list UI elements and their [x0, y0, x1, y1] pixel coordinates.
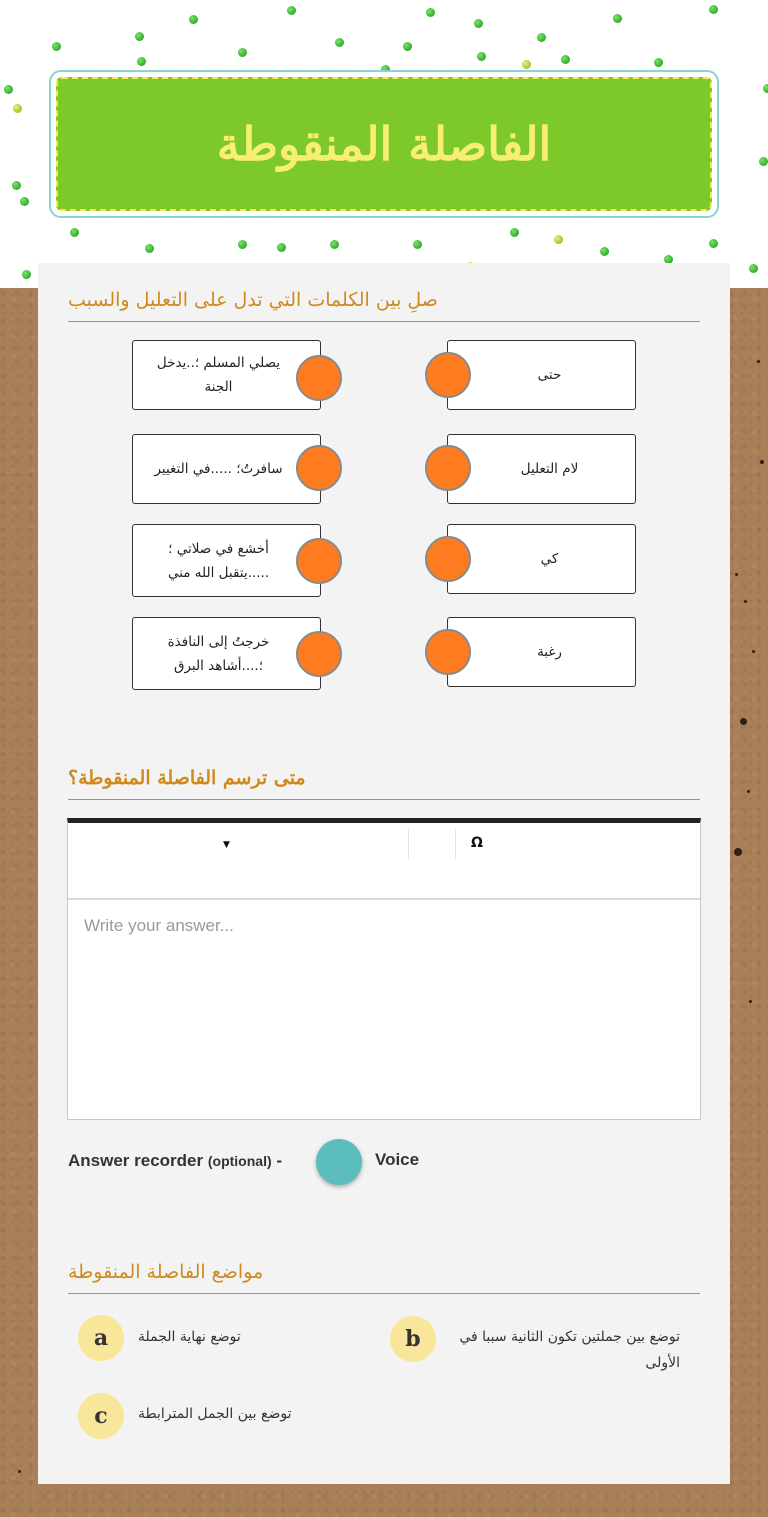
- match-right-item: [447, 434, 636, 504]
- cork-speck: [747, 790, 750, 793]
- confetti-dot: [4, 85, 13, 94]
- confetti-dot: [52, 42, 61, 51]
- recorder-label-text: Answer recorder: [68, 1151, 204, 1170]
- match-left-knob[interactable]: [296, 538, 342, 584]
- confetti-dot: [749, 264, 758, 273]
- confetti-dot: [330, 240, 339, 249]
- editor-toolbar: [68, 823, 700, 900]
- confetti-dot: [600, 247, 609, 256]
- match-right-text: رغبة: [537, 644, 562, 660]
- answer-editor: [67, 818, 701, 1120]
- cork-speck: [760, 460, 764, 464]
- recorder-optional-text: (optional): [207, 1153, 272, 1169]
- confetti-dot: [238, 240, 247, 249]
- confetti-dot: [70, 228, 79, 237]
- confetti-dot: [238, 48, 247, 57]
- confetti-dot: [759, 157, 768, 166]
- confetti-dot: [709, 239, 718, 248]
- confetti-dot: [613, 14, 622, 23]
- match-left-item: [132, 617, 321, 690]
- confetti-dot: [510, 228, 519, 237]
- confetti-dot: [561, 55, 570, 64]
- confetti-dot: [474, 19, 483, 28]
- cork-speck: [735, 573, 738, 576]
- match-left-text: سافرتُ؛ .....في التغيير: [154, 461, 283, 477]
- confetti-dot: [709, 5, 718, 14]
- question-heading-text: متى ترسم الفاصلة المنقوطة؟: [68, 767, 306, 789]
- confetti-dot: [537, 33, 546, 42]
- match-left-item: [132, 340, 321, 410]
- confetti-dot: [20, 197, 29, 206]
- cork-speck: [740, 718, 747, 725]
- answer-textarea[interactable]: [68, 900, 700, 1118]
- match-left-text: يصلي المسلم ؛..يدخل الجنة: [156, 355, 281, 395]
- worksheet-panel: [38, 263, 730, 1484]
- confetti-dot: [403, 42, 412, 51]
- match-left-item: [132, 434, 321, 504]
- match-left-text: أخشع في صلاتي ؛ .....يتقبل الله مني: [167, 540, 270, 581]
- match-right-knob[interactable]: [425, 352, 471, 398]
- cork-speck: [18, 1470, 21, 1473]
- option-badge-a[interactable]: a: [78, 1315, 124, 1361]
- confetti-dot: [189, 15, 198, 24]
- confetti-dot: [522, 60, 531, 69]
- match-right-text: لام التعليل: [520, 461, 579, 477]
- confetti-dot: [554, 235, 563, 244]
- match-right-text: حتى: [537, 367, 562, 383]
- cork-speck: [744, 600, 747, 603]
- cork-speck: [757, 360, 760, 363]
- recorder-label: [68, 1151, 282, 1171]
- match-right-knob[interactable]: [425, 445, 471, 491]
- option-badge-c[interactable]: c: [78, 1393, 124, 1439]
- confetti-dot: [477, 52, 486, 61]
- confetti-dot: [335, 38, 344, 47]
- match-left-knob[interactable]: [296, 445, 342, 491]
- placements-heading: [68, 1261, 700, 1294]
- confetti-dot: [22, 270, 31, 279]
- option-text-a: توضع نهاية الجملة: [138, 1329, 241, 1345]
- special-character-button[interactable]: Ω: [471, 835, 483, 851]
- answer-recorder: [68, 1138, 468, 1186]
- confetti-dot: [145, 244, 154, 253]
- confetti-dot: [135, 32, 144, 41]
- confetti-dot: [413, 240, 422, 249]
- matching-heading: [68, 289, 700, 322]
- placements-heading-text: مواضع الفاصلة المنقوطة: [68, 1261, 264, 1283]
- confetti-dot: [654, 58, 663, 67]
- match-right-item: [447, 340, 636, 410]
- voice-record-button[interactable]: [316, 1139, 362, 1185]
- toolbar-divider: [408, 829, 409, 859]
- cork-speck: [734, 848, 742, 856]
- confetti-dot: [763, 84, 768, 93]
- voice-label: Voice: [375, 1150, 420, 1169]
- caret-down-icon[interactable]: ▼: [223, 840, 230, 850]
- match-right-knob[interactable]: [425, 536, 471, 582]
- option-text-c: توضع بين الجمل المترابطة: [138, 1406, 292, 1422]
- matching-heading-text: صلِ بين الكلمات التي تدل على التعليل والسبب: [68, 289, 438, 311]
- title-inner: [56, 77, 712, 211]
- recorder-separator: -: [276, 1151, 283, 1170]
- match-left-item: [132, 524, 321, 597]
- confetti-dot: [426, 8, 435, 17]
- question-heading: [68, 767, 700, 800]
- match-left-knob[interactable]: [296, 355, 342, 401]
- confetti-dot: [13, 104, 22, 113]
- page-title: الفاصلة المنقوطة: [216, 117, 552, 171]
- match-right-item: [447, 617, 636, 687]
- confetti-dot: [137, 57, 146, 66]
- title-banner: [49, 70, 719, 218]
- match-left-knob[interactable]: [296, 631, 342, 677]
- match-right-item: [447, 524, 636, 594]
- cork-speck: [752, 650, 755, 653]
- confetti-dot: [277, 243, 286, 252]
- toolbar-divider: [455, 829, 456, 859]
- match-left-text: خرجتُ إلى النافذة ؛....أشاهد البرق: [167, 633, 270, 674]
- cork-speck: [749, 1000, 752, 1003]
- match-right-text: كي: [540, 551, 559, 567]
- option-badge-b[interactable]: b: [390, 1316, 436, 1362]
- confetti-dot: [287, 6, 296, 15]
- match-right-knob[interactable]: [425, 629, 471, 675]
- confetti-dot: [12, 181, 21, 190]
- option-text-b: توضع بين جملتين تكون الثانية سببا في الأولى: [459, 1329, 680, 1371]
